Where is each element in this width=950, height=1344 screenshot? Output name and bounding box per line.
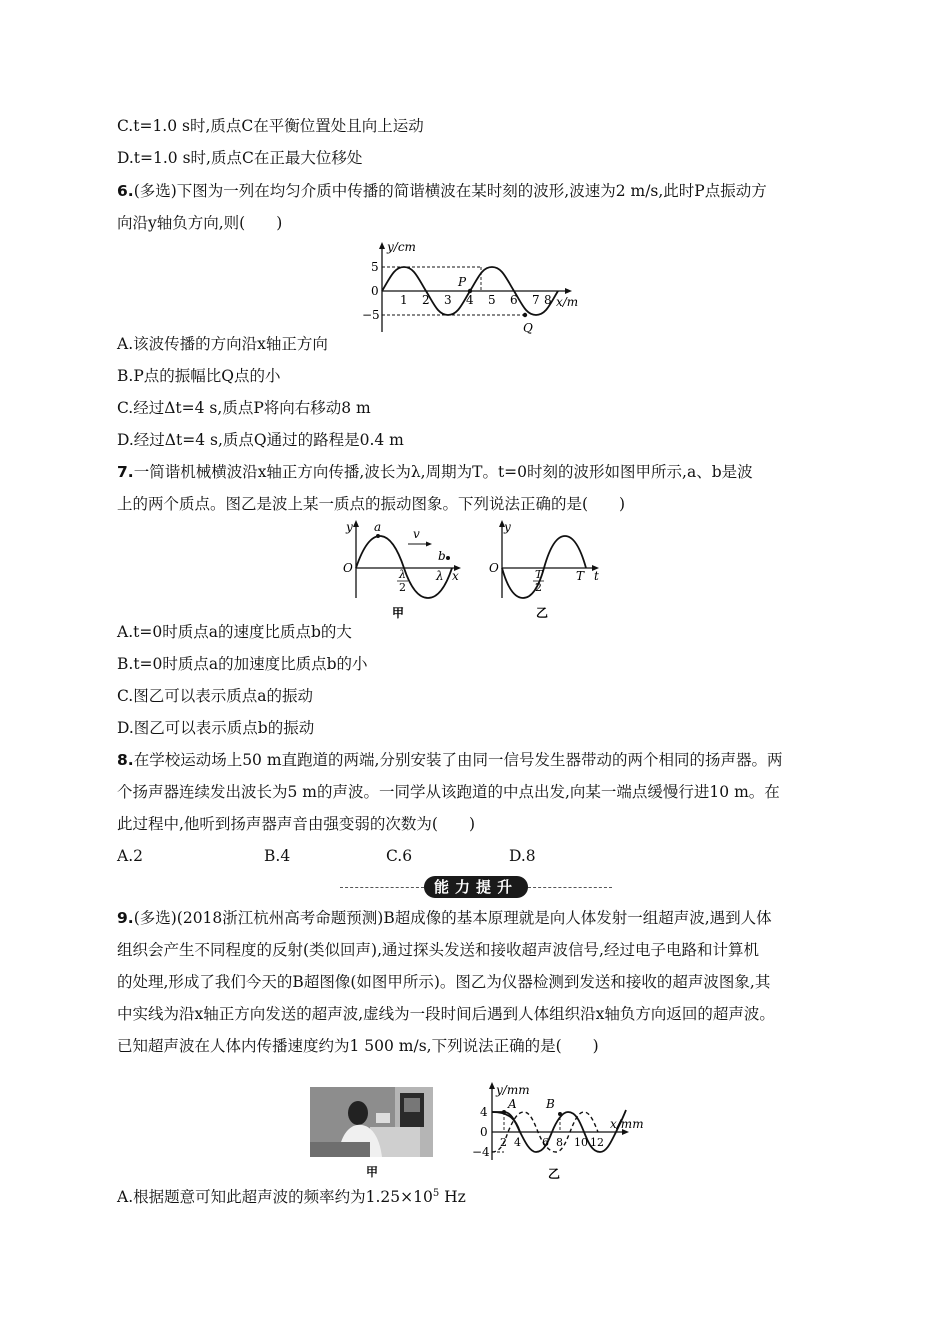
q7-number: 7. bbox=[117, 463, 134, 481]
q7-yi-o: O bbox=[489, 561, 499, 575]
q6-point-q bbox=[523, 313, 527, 317]
q5-option-c: C.t=1.0 s时,质点C在平衡位置处且向上运动 bbox=[117, 117, 424, 135]
q7-yi-wave bbox=[502, 536, 586, 598]
q6-label-p: P bbox=[458, 275, 467, 289]
q6-xtick-1: 1 bbox=[400, 293, 408, 307]
q6-x-arrow bbox=[565, 288, 572, 294]
q7-jia-half-den: 2 bbox=[399, 581, 406, 594]
q6-option-a: A.该波传播的方向沿x轴正方向 bbox=[117, 335, 328, 353]
q6-stem-line2: 向沿y轴负方向,则( ) bbox=[117, 214, 283, 232]
q5-option-d: D.t=1.0 s时,质点C在正最大位移处 bbox=[117, 149, 363, 167]
q7-option-a: A.t=0时质点a的速度比质点b的大 bbox=[117, 623, 352, 641]
section-rule-right bbox=[528, 887, 612, 888]
q6-xtick-6: 6 bbox=[510, 293, 518, 307]
q7-figure-jia bbox=[336, 516, 466, 622]
q7-point-b bbox=[446, 556, 450, 560]
q7-jia-v: v bbox=[413, 527, 420, 541]
q9-wave-figure bbox=[470, 1080, 650, 1184]
q9-text-line1: (多选)(2018浙江杭州高考命题预测)B超成像的基本原理就是向人体发射一组超声波,遇到人体 bbox=[133, 909, 772, 927]
q9-xtick-12: 12 bbox=[590, 1136, 604, 1149]
q9-ytick-neg4: −4 bbox=[472, 1145, 490, 1159]
q6-ytick-0: 0 bbox=[371, 284, 379, 298]
q6-number: 6. bbox=[117, 182, 134, 200]
q9-xtick-8: 8 bbox=[556, 1136, 563, 1149]
q8-text-line1: 在学校运动场上50 m直跑道的两端,分别安装了由同一信号发生器带动的两个相同的扬声器。两 bbox=[133, 751, 783, 769]
q6-xtick-5: 5 bbox=[488, 293, 496, 307]
q7-jia-lambda: λ bbox=[436, 569, 444, 583]
q9-option-a-exponent: 5 bbox=[432, 1188, 440, 1199]
q9-option-a bbox=[117, 1184, 466, 1207]
q8-option-c: C.6 bbox=[386, 847, 413, 865]
q9-number: 9. bbox=[117, 909, 134, 927]
q9-stem-line5: 已知超声波在人体内传播速度约为1 500 m/s,下列说法正确的是( ) bbox=[117, 1037, 599, 1055]
section-title: 能力提升 bbox=[424, 876, 528, 898]
q7-jia-o: O bbox=[343, 561, 353, 575]
q8-number: 8. bbox=[117, 751, 134, 769]
q7-jia-y: y bbox=[346, 520, 353, 534]
q8-option-a: A.2 bbox=[117, 847, 143, 865]
q7-jia-a: a bbox=[374, 520, 382, 534]
q6-xlabel: x/m bbox=[556, 295, 579, 309]
q6-ytick-5: 5 bbox=[371, 260, 379, 274]
q7-jia-b: b bbox=[438, 549, 446, 563]
q9-label-a: A bbox=[508, 1097, 517, 1111]
q8-option-b: B.4 bbox=[264, 847, 291, 865]
q7-option-b: B.t=0时质点a的加速度比质点b的小 bbox=[117, 655, 368, 673]
q9-stem-line1 bbox=[117, 908, 772, 928]
q9-stem-line3: 的处理,形成了我们今天的B超图像(如图甲所示)。图乙为仪器检测到发送和接收的超声波图象,其 bbox=[117, 973, 771, 991]
q9-xtick-10: 10 bbox=[574, 1136, 588, 1149]
q7-yi-t: t bbox=[594, 569, 599, 583]
q7-stem-line1 bbox=[117, 462, 753, 482]
q9-option-a-text: A.根据题意可知此超声波的频率约为1.25×10 bbox=[117, 1188, 433, 1207]
q9-xtick-6: 6 bbox=[542, 1136, 549, 1149]
q7-stem-line2: 上的两个质点。图乙是波上某一质点的振动图象。下列说法正确的是( ) bbox=[117, 495, 626, 513]
q6-stem-line1 bbox=[117, 181, 767, 201]
q8-stem-line1 bbox=[117, 750, 782, 770]
section-header bbox=[340, 876, 612, 898]
q6-text-line1: (多选)下图为一列在均匀介质中传播的简谐横波在某时刻的波形,波速为2 m/s,此时P点振动方 bbox=[133, 182, 767, 200]
q7-figure-yi bbox=[484, 516, 604, 622]
q9-point-b bbox=[558, 1112, 562, 1116]
q6-ylabel: y/cm bbox=[387, 240, 416, 254]
q9-ytick-4: 4 bbox=[480, 1105, 488, 1119]
q6-y-arrow bbox=[379, 242, 385, 249]
q7-jia-half-num: λ bbox=[399, 568, 406, 581]
q6-xtick-3: 3 bbox=[444, 293, 452, 307]
q7-text-line1: 一简谐机械横波沿x轴正方向传播,波长为λ,周期为T。t=0时刻的波形如图甲所示,a、b是波 bbox=[133, 463, 753, 481]
q6-xtick-8: 8 bbox=[544, 293, 552, 307]
q9-option-a-unit: Hz bbox=[439, 1188, 466, 1207]
q7-jia-caption: 甲 bbox=[392, 606, 405, 620]
q9-caption-yi: 乙 bbox=[548, 1167, 561, 1181]
q6-option-b: B.P点的振幅比Q点的小 bbox=[117, 367, 281, 385]
q9-xlabel: x/mm bbox=[610, 1117, 644, 1131]
q7-option-c: C.图乙可以表示质点a的振动 bbox=[117, 687, 313, 705]
q7-jia-x: x bbox=[452, 569, 459, 583]
q9-label-b: B bbox=[546, 1097, 555, 1111]
q9-xtick-2: 2 bbox=[500, 1136, 507, 1149]
q9-ytick-0: 0 bbox=[480, 1125, 488, 1139]
q7-yi-caption: 乙 bbox=[536, 606, 549, 620]
q6-xtick-2: 2 bbox=[422, 293, 430, 307]
q6-option-d: D.经过Δt=4 s,质点Q通过的路程是0.4 m bbox=[117, 431, 404, 449]
q6-xtick-4: 4 bbox=[466, 293, 474, 307]
q9-caption-jia: 甲 bbox=[366, 1165, 379, 1179]
q7-yi-half-den: 2 bbox=[535, 581, 542, 594]
q9-stem-line2: 组织会产生不同程度的反射(类似回声),通过探头发送和接收超声波信号,经过电子电路和计算机 bbox=[117, 941, 759, 959]
q7-yi-half-num: T bbox=[535, 568, 543, 581]
q9-ylabel: y/mm bbox=[496, 1083, 530, 1097]
q8-stem-line2: 个扬声器连续发出波长为5 m的声波。一同学从该跑道的中点出发,向某一端点缓慢行进10 m。在 bbox=[117, 783, 780, 801]
q9-xtick-4: 4 bbox=[514, 1136, 521, 1149]
q8-option-d: D.8 bbox=[509, 847, 536, 865]
q6-option-c: C.经过Δt=4 s,质点P将向右移动8 m bbox=[117, 399, 371, 417]
q9-point-a bbox=[502, 1110, 506, 1114]
section-rule-left bbox=[340, 887, 424, 888]
q7-option-d: D.图乙可以表示质点b的振动 bbox=[117, 719, 315, 737]
q6-wave-figure bbox=[360, 240, 590, 336]
q6-xtick-7: 7 bbox=[532, 293, 540, 307]
q6-label-q: Q bbox=[523, 321, 533, 335]
q7-yi-T: T bbox=[576, 569, 585, 583]
q7-yi-y: y bbox=[504, 520, 511, 534]
q9-stem-line4: 中实线为沿x轴正方向发送的超声波,虚线为一段时间后遇到人体组织沿x轴负方向返回的超声波。 bbox=[117, 1005, 775, 1023]
q6-ytick-neg5: −5 bbox=[362, 308, 380, 322]
q7-point-a bbox=[376, 534, 380, 538]
q9-ultrasound-photo bbox=[310, 1087, 433, 1157]
q8-stem-line3: 此过程中,他听到扬声器声音由强变弱的次数为( ) bbox=[117, 815, 476, 833]
